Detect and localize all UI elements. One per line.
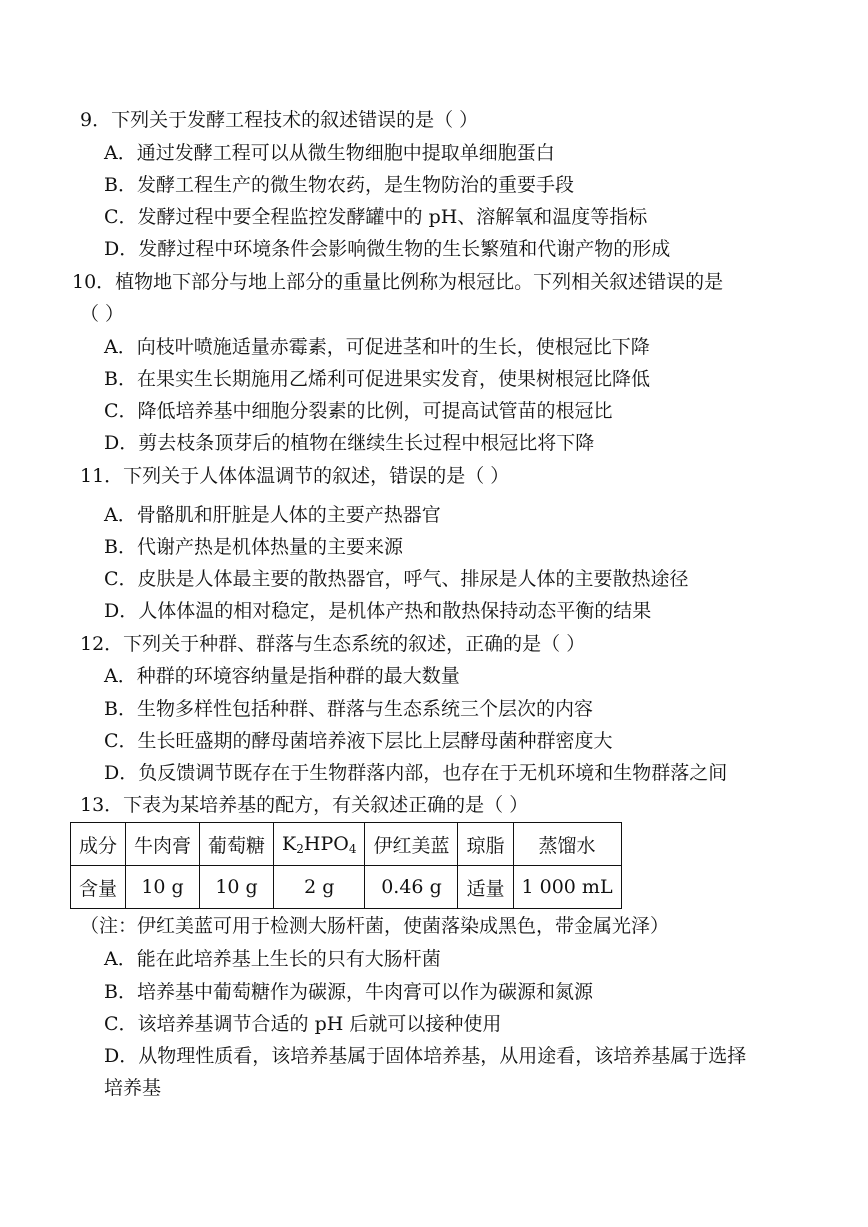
question-13-option-d: D．从物理性质看，该培养基属于固体培养基，从用途看，该培养基属于选择 bbox=[104, 1045, 747, 1067]
table-cell bbox=[274, 823, 365, 866]
table-cell: 成分 bbox=[71, 823, 126, 866]
question-10-option-c: C．降低培养基中细胞分裂素的比例，可提高试管苗的根冠比 bbox=[104, 400, 613, 422]
question-13-option-d-continued: 培养基 bbox=[104, 1077, 162, 1099]
table-cell: 10 g bbox=[200, 866, 274, 909]
question-11-stem-prefix: 11．下列关于人体体温调节的叙述， bbox=[80, 465, 390, 487]
table-cell: 琼脂 bbox=[458, 823, 513, 866]
question-9-stem: 9．下列关于发酵工程技术的叙述错误的是（ ） bbox=[80, 109, 479, 131]
question-10-stem-continued: （ ） bbox=[80, 303, 125, 325]
formula-part: HPO bbox=[303, 833, 349, 855]
question-12-stem: 12．下列关于种群、群落与生态系统的叙述，正确的是（ ） bbox=[80, 633, 586, 655]
question-11-option-d: D．人体体温的相对稳定，是机体产热和散热保持动态平衡的结果 bbox=[104, 600, 652, 622]
table-row bbox=[71, 823, 622, 866]
table-row bbox=[71, 866, 622, 909]
question-13-stem: 13．下表为某培养基的配方，有关叙述正确的是（ ） bbox=[80, 794, 529, 816]
question-10-option-d: D．剪去枝条顶芽后的植物在继续生长过程中根冠比将下降 bbox=[104, 432, 595, 454]
question-10-option-a: A．向枝叶喷施适量赤霉素，可促进茎和叶的生长，使根冠比下降 bbox=[104, 336, 650, 358]
question-13-option-a: A．能在此培养基上生长的只有大肠杆菌 bbox=[104, 948, 441, 970]
question-11-option-c: C．皮肤是人体最主要的散热器官，呼气、排尿是人体的主要散热途径 bbox=[104, 568, 689, 590]
table-cell: 适量 bbox=[458, 866, 513, 909]
table-cell: 2 g bbox=[274, 866, 365, 909]
question-9-option-c: C．发酵过程中要全程监控发酵罐中的 pH、溶解氧和温度等指标 bbox=[104, 206, 648, 228]
question-12-option-c: C．生长旺盛期的酵母菌培养液下层比上层酵母菌种群密度大 bbox=[104, 730, 613, 752]
table-cell: 10 g bbox=[126, 866, 200, 909]
question-11-option-a: A．骨骼肌和肝脏是人体的主要产热器官 bbox=[104, 504, 441, 526]
table-cell: 1 000 mL bbox=[513, 866, 621, 909]
emphasis-dot-char-1: 错 bbox=[389, 465, 409, 487]
table-cell: 0.46 g bbox=[365, 866, 458, 909]
question-10-option-b: B．在果实生长期施用乙烯利可促进果实发育，使果树根冠比降低 bbox=[104, 368, 650, 390]
question-12-option-a: A．种群的环境容纳量是指种群的最大数量 bbox=[104, 665, 460, 687]
table-cell: 伊红美蓝 bbox=[365, 823, 458, 866]
question-9-option-d: D．发酵过程中环境条件会影响微生物的生长繁殖和代谢产物的形成 bbox=[104, 238, 671, 260]
question-11-stem-suffix: 的是（ ） bbox=[427, 465, 510, 487]
formula-subscript: 4 bbox=[348, 842, 357, 856]
question-11-option-b: B．代谢产热是机体热量的主要来源 bbox=[104, 536, 403, 558]
question-12-option-b: B．生物多样性包括种群、群落与生态系统三个层次的内容 bbox=[104, 698, 593, 720]
question-11-stem bbox=[80, 464, 509, 488]
table-cell: 含量 bbox=[71, 866, 126, 909]
formula-subscript: 2 bbox=[296, 842, 304, 856]
formula-part: K bbox=[282, 833, 297, 855]
question-9-option-a: A．通过发酵工程可以从微生物细胞中提取单细胞蛋白 bbox=[104, 142, 555, 164]
question-13-note: （注：伊红美蓝可用于检测大肠杆菌，使菌落染成黑色，带金属光泽） bbox=[80, 915, 670, 937]
table-cell: 牛肉膏 bbox=[126, 823, 200, 866]
question-13-option-b: B．培养基中葡萄糖作为碳源，牛肉膏可以作为碳源和氮源 bbox=[104, 981, 593, 1003]
question-10-stem: 10．植物地下部分与地上部分的重量比例称为根冠比。下列相关叙述错误的是 bbox=[72, 271, 724, 293]
table-cell: 葡萄糖 bbox=[200, 823, 274, 866]
medium-recipe-table bbox=[70, 822, 622, 909]
emphasis-dot-char-2: 误 bbox=[408, 465, 428, 487]
question-9-option-b: B．发酵工程生产的微生物农药，是生物防治的重要手段 bbox=[104, 174, 574, 196]
question-12-option-d: D．负反馈调节既存在于生物群落内部，也存在于无机环境和生物群落之间 bbox=[104, 762, 728, 784]
question-13-option-c: C．该培养基调节合适的 pH 后就可以接种使用 bbox=[104, 1013, 502, 1035]
table-cell: 蒸馏水 bbox=[513, 823, 621, 866]
